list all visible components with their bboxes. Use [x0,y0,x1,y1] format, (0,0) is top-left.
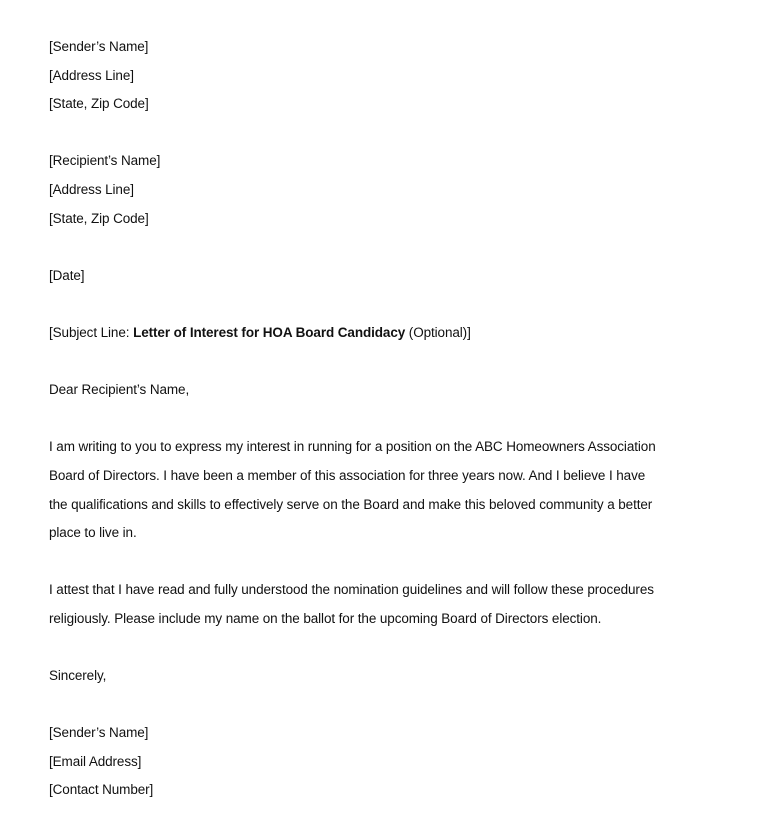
spacer [49,633,749,662]
signature-email: [Email Address] [49,753,142,769]
subject-suffix: (Optional)] [405,324,471,340]
letter-date: [Date] [49,267,85,283]
recipient-name: [Recipient’s Name] [49,153,161,169]
body-paragraph-1 [49,433,749,547]
paragraph-line: Board of Directors. I have been a member of this association for three years now. And I believe I have [49,467,646,483]
spacer [49,405,749,434]
spacer [49,348,749,377]
spacer [49,290,749,319]
subject-title: Letter of Interest for HOA Board Candidacy [133,324,406,340]
spacer [49,119,749,148]
body-paragraph-2 [49,576,749,633]
subject-line [49,319,749,348]
paragraph-line: I attest that I have read and fully understood the nomination guidelines and will follow these procedures [49,582,654,598]
recipient-address-line: [Address Line] [49,181,134,197]
spacer [49,691,749,720]
sender-address-line: [Address Line] [49,67,134,83]
sender-address-block [49,33,749,119]
spacer [49,233,749,262]
signature-contact: [Contact Number] [49,782,154,798]
signature-block [49,719,749,805]
paragraph-line: I am writing to you to express my interest in running for a position on the ABC Homeowners Association [49,439,656,455]
sender-state-zip: [State, Zip Code] [49,96,149,112]
paragraph-line: place to live in. [49,525,137,541]
paragraph-line: religiously. Please include my name on the ballot for the upcoming Board of Directors election. [49,610,602,626]
subject-prefix: [Subject Line: [49,324,134,340]
recipient-state-zip: [State, Zip Code] [49,210,149,226]
paragraph-line: the qualifications and skills to effectively serve on the Board and make this beloved community a better [49,496,653,512]
spacer [49,548,749,577]
closing: Sincerely, [49,668,107,684]
sender-name: [Sender’s Name] [49,39,149,54]
salutation: Dear Recipient’s Name, [49,382,190,398]
letter-document [49,33,749,805]
recipient-address-block [49,147,749,233]
signature-name: [Sender’s Name] [49,725,149,741]
